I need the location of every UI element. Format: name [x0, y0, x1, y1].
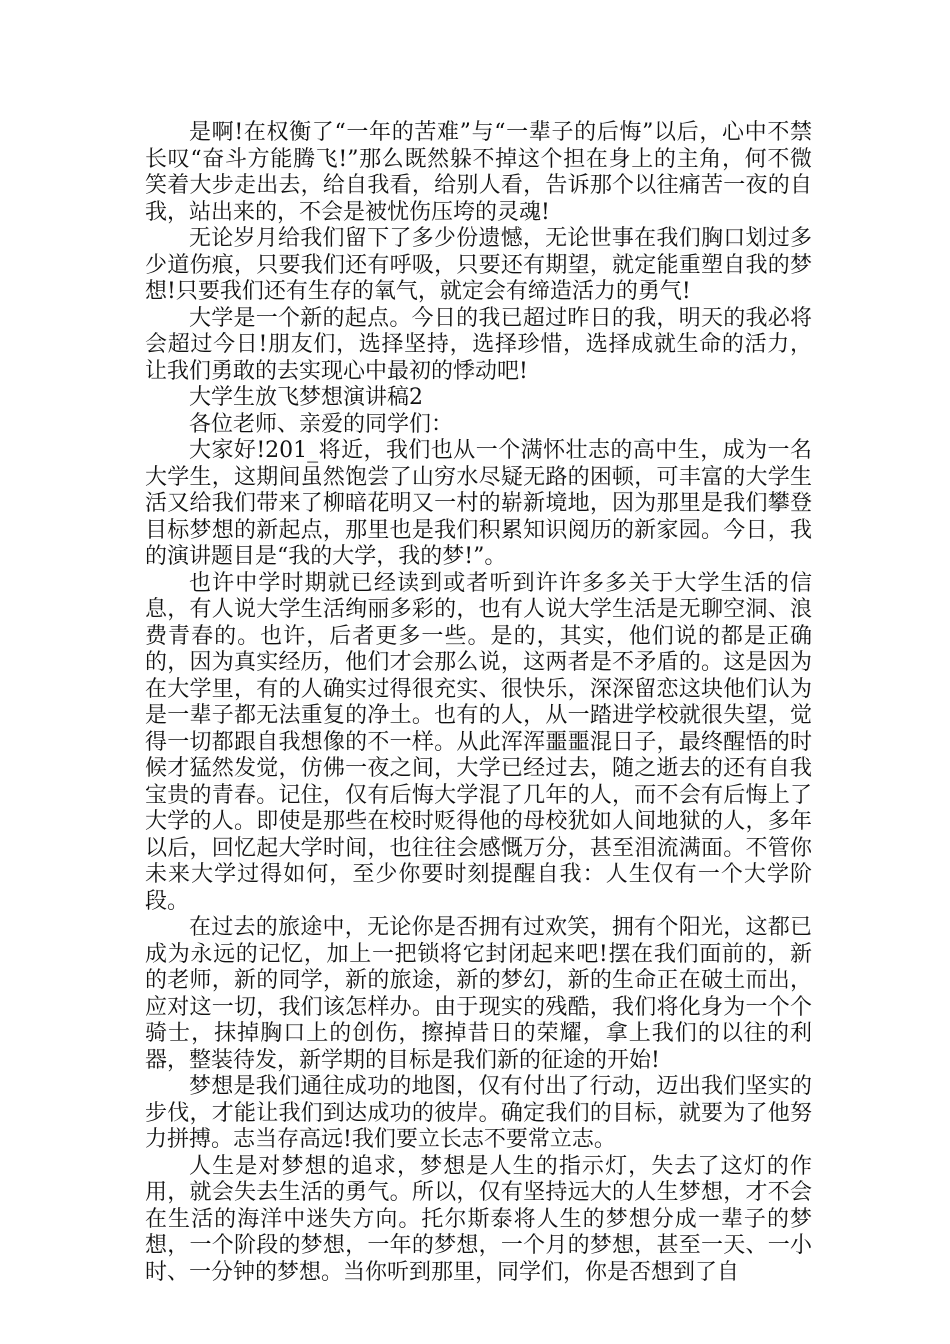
paragraph-6: 大家好!201_将近，我们也从一个满怀壮志的高中生，成为一名大学生，这期间虽然饱尝了山穷水尽疑无路的困顿，可丰富的大学生活又给我们带来了柳暗花明又一村的崭新境地，因为那里是我们攀登目标梦想的新起点，那里也是我们积累知识阅历的新家园。今日，我的演讲题目是“我的大学，我的梦!”。	[145, 438, 812, 569]
paragraph-8: 在过去的旅途中，无论你是否拥有过欢笑，拥有个阳光，这都已成为永远的记忆，加上一把锁将它封闭起来吧!摆在我们面前的，新的老师，新的同学，新的旅途，新的梦幻，新的生命正在破土而出，应对这一切，我们该怎样办。由于现实的残酷，我们将化身为一个个骑士，抹掉胸口上的创伤，擦掉昔日的荣耀，拿上我们的以往的利器，整装待发，新学期的目标是我们新的征途的开始!	[145, 915, 812, 1073]
paragraph-1: 是啊!在权衡了“一年的苦难”与“一辈子的后悔”以后，心中不禁长叹“奋斗方能腾飞!”那么既然躲不掉这个担在身上的主角，何不微笑着大步走出去，给自我看，给别人看，告诉那个以往痛苦一夜的自我，站出来的，不会是被忧伤压垮的灵魂!	[145, 120, 812, 225]
paragraph-10: 人生是对梦想的追求，梦想是人生的指示灯，失去了这灯的作用，就会失去生活的勇气。所以，仅有坚持远大的人生梦想，才不会在生活的海洋中迷失方向。托尔斯泰将人生的梦想分成一辈子的梦想，一个阶段的梦想，一年的梦想，一个月的梦想，甚至一天、一小时、一分钟的梦想。当你听到那里，同学们，你是否想到了自	[145, 1153, 812, 1285]
salutation: 各位老师、亲爱的同学们：	[189, 411, 454, 437]
paragraph-3: 大学是一个新的起点。今日的我已超过昨日的我，明天的我必将会超过今日!朋友们，选择坚持，选择珍惜，选择成就生命的活力，让我们勇敢的去实现心中最初的悸动吧!	[145, 305, 812, 384]
section-heading: 大学生放飞梦想演讲稿2	[189, 385, 423, 410]
document-body	[145, 120, 812, 1286]
paragraph-9: 梦想是我们通往成功的地图，仅有付出了行动，迈出我们坚实的步伐，才能让我们到达成功的彼岸。确定我们的目标，就要为了他努力拼搏。志当存高远!我们要立长志不要常立志。	[145, 1074, 812, 1152]
paragraph-2: 无论岁月给我们留下了多少份遗憾，无论世事在我们胸口划过多少道伤痕，只要我们还有呼吸，只要还有期望，就定能重塑自我的梦想!只要我们还有生存的氧气，就定会有缔造活力的勇气!	[145, 226, 812, 304]
paragraph-7: 也许中学时期就已经读到或者听到许许多多关于大学生活的信息，有人说大学生活绚丽多彩的，也有人说大学生活是无聊空洞、浪费青春的。也许，后者更多一些。是的，其实，他们说的都是正确的，因为真实经历，他们才会那么说，这两者是不矛盾的。这是因为在大学里，有的人确实过得很充实、很快乐，深深留恋这块他们认为是一辈子都无法重复的净土。也有的人，从一踏进学校就很失望，觉得一切都跟自我想像的不一样。从此浑浑噩噩混日子，最终醒悟的时候才猛然发觉，仿佛一夜之间，大学已经过去，随之逝去的还有自我宝贵的青春。记住，仅有后悔大学混了几年的人，而不会有后悔上了大学的人。即使是那些在校时贬得他的母校犹如人间地狱的人，多年以后，回忆起大学时间，也往往会感慨万分，甚至泪流满面。不管你未来大学过得如何，至少你要时刻提醒自我：人生仅有一个大学阶段。	[145, 570, 812, 914]
